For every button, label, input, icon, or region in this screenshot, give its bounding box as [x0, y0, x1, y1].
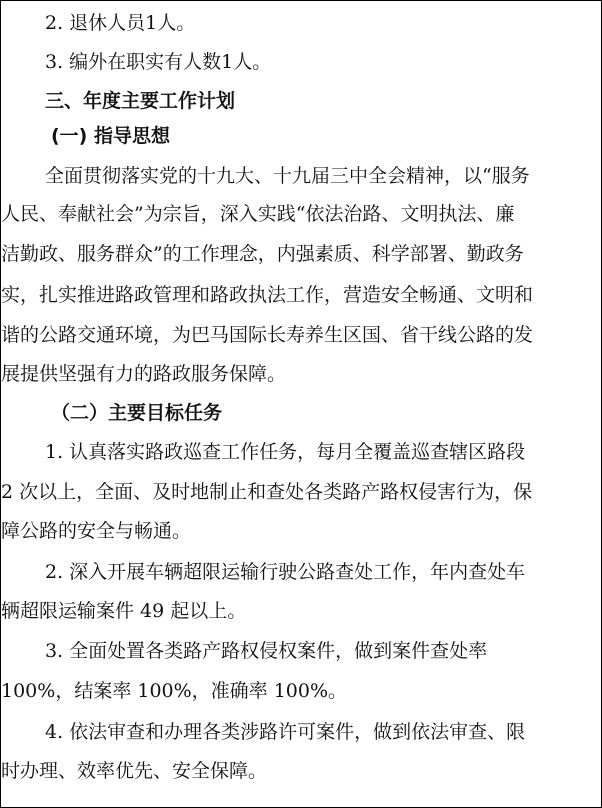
- text-line: 2 次以上，全面、及时地制止和查处各类路产路权侵害行为，保: [1, 481, 533, 503]
- subsection-heading: （二）主要目标任务: [51, 402, 223, 424]
- text-line: 人民、奉献社会”为宗旨，深入实践“依法治路、文明执法、廉: [1, 203, 515, 225]
- text-line: 2. 深入开展车辆超限运输行驶公路查处工作，年内查处车: [45, 561, 526, 583]
- text-line: 1. 认真落实路政巡查工作任务，每月全覆盖巡查辖区路段: [45, 441, 526, 463]
- text-line: 全面贯彻落实党的十九大、十九届三中全会精神，以“服务: [45, 165, 530, 187]
- section-heading: 三、年度主要工作计划: [45, 90, 236, 112]
- text-line: 展提供坚强有力的路政服务保障。: [1, 363, 287, 385]
- text-line: 洁勤政、服务群众”的工作理念，内强素质、科学部署、勤政务: [1, 243, 524, 265]
- text-line: 100%，结案率 100%，准确率 100%。: [1, 680, 348, 702]
- text-line: 障公路的安全与畅通。: [1, 520, 192, 542]
- text-line: 辆超限运输案件 49 起以上。: [1, 600, 247, 622]
- text-line: 谐的公路交通环境，为巴马国际长寿养生区国、省干线公路的发: [1, 324, 534, 346]
- text-line: 时办理、效率优先、安全保障。: [1, 760, 268, 782]
- text-line: 3. 编外在职实有人数1人。: [45, 51, 272, 73]
- text-line: 实，扎实推进路政管理和路政执法工作，营造安全畅通、文明和: [1, 284, 534, 306]
- text-line: 3. 全面处置各类路产路权侵权案件，做到案件查处率: [45, 640, 488, 662]
- text-line: 2. 退休人员1人。: [45, 12, 196, 34]
- subsection-heading: (一) 指导思想: [51, 125, 170, 147]
- text-line: 4. 依法审查和办理各类涉路许可案件，做到依法审查、限: [45, 721, 526, 743]
